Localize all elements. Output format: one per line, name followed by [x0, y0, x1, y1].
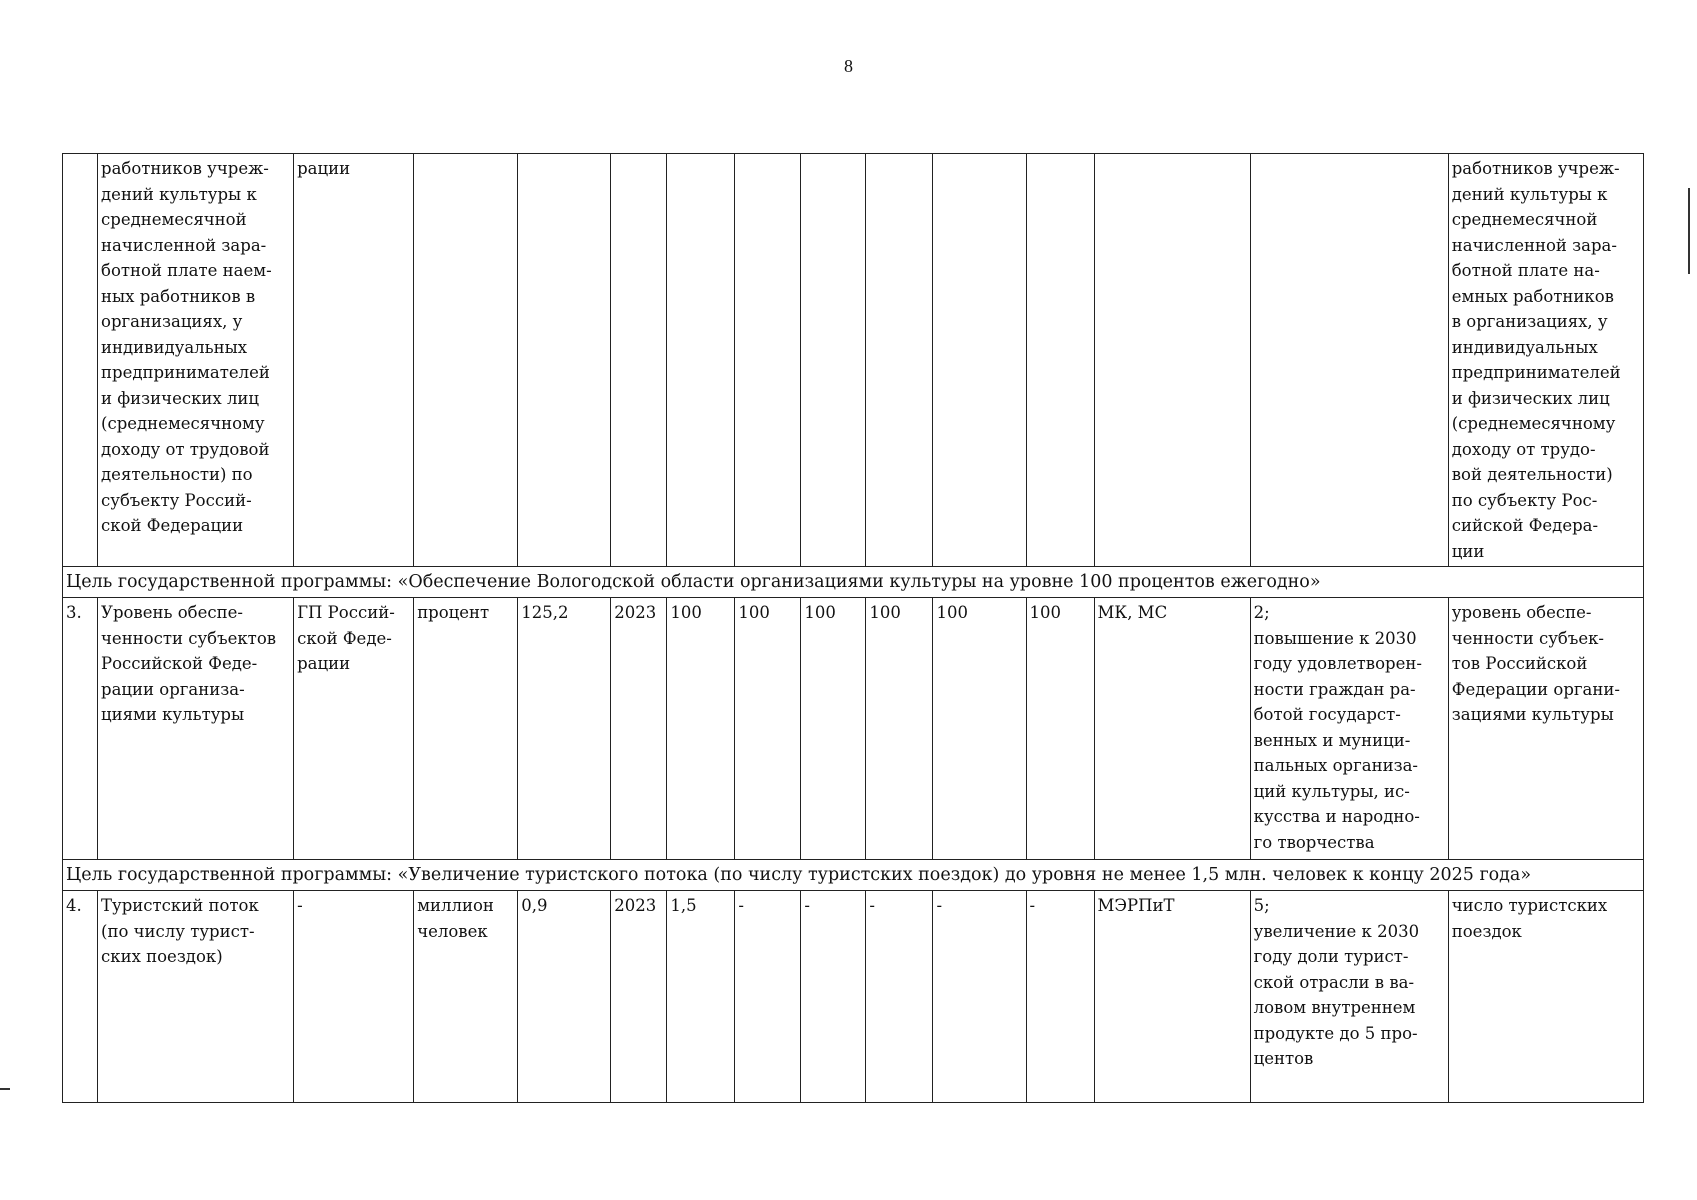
- year-value-cell: 100: [866, 598, 933, 860]
- year-value-cell: -: [1026, 891, 1094, 1103]
- indicator-level-cell: -: [294, 891, 414, 1103]
- unit-cell: процент: [414, 598, 518, 860]
- table-row: [63, 891, 1644, 1103]
- table-cell: [801, 154, 866, 567]
- scan-edge-mark: [1688, 188, 1690, 274]
- table-cell: [63, 154, 98, 567]
- year-value-cell: 100: [735, 598, 801, 860]
- national-goal-cell: 5; увеличение к 2030 году доли турист- ской отрасли в ва- ловом внутреннем продукте до 5 про- центов: [1250, 891, 1448, 1103]
- base-year-cell: 2023: [611, 891, 667, 1103]
- table-cell: [667, 154, 735, 567]
- table-cell: [611, 154, 667, 567]
- year-value-cell: -: [801, 891, 866, 1103]
- base-year-cell: 2023: [611, 598, 667, 860]
- year-value-cell: 100: [801, 598, 866, 860]
- base-value-cell: 125,2: [518, 598, 611, 860]
- table-cell: [518, 154, 611, 567]
- table-cell: [1094, 154, 1250, 567]
- goal-text: Цель государственной программы: «Обеспечение Вологодской области организациями культуры на уровне 100 процентов ежегодно»: [63, 567, 1644, 598]
- year-value-cell: -: [933, 891, 1026, 1103]
- indicators-table: [62, 153, 1644, 1103]
- table-row: [63, 598, 1644, 860]
- indicator-name-cell: Уровень обеспе- ченности субъектов Российской Феде- рации организа- циями культуры: [98, 598, 294, 860]
- year-value-cell: 100: [667, 598, 735, 860]
- goal-row: [63, 567, 1644, 598]
- table-cell: [1026, 154, 1094, 567]
- responsible-cell: МК, МС: [1094, 598, 1250, 860]
- year-value-cell: 100: [933, 598, 1026, 860]
- year-value-cell: 100: [1026, 598, 1094, 860]
- row-number: 3.: [63, 598, 98, 860]
- table-cell: [1250, 154, 1448, 567]
- indicator-level-cell: рации: [294, 154, 414, 567]
- row-number: 4.: [63, 891, 98, 1103]
- unit-cell: миллион человек: [414, 891, 518, 1103]
- table-cell: [866, 154, 933, 567]
- table-cell: [933, 154, 1026, 567]
- table-cell: [414, 154, 518, 567]
- responsible-cell: МЭРПиТ: [1094, 891, 1250, 1103]
- goal-row: [63, 860, 1644, 891]
- year-value-cell: -: [735, 891, 801, 1103]
- base-value-cell: 0,9: [518, 891, 611, 1103]
- year-value-cell: 1,5: [667, 891, 735, 1103]
- linked-indicator-cell: число туристских поездок: [1448, 891, 1643, 1103]
- indicator-name-cell: Туристский поток (по числу турист- ских поездок): [98, 891, 294, 1103]
- indicator-level-cell: ГП Россий- ской Феде- рации: [294, 598, 414, 860]
- table-row: [63, 154, 1644, 567]
- national-goal-cell: 2; повышение к 2030 году удовлетворен- ности граждан ра- ботой государст- венных и муници- пальных организа- ций культуры, ис- кусства и народно- го творчества: [1250, 598, 1448, 860]
- indicator-name-cell: работников учреж- дений культуры к среднемесячной начисленной зара- ботной плате наем- ных работников в организациях, у индивидуальных предпринимателей и физических лиц (среднемесячному доходу от трудовой деятельности) по субъекту Россий- ской Федерации: [98, 154, 294, 567]
- goal-text: Цель государственной программы: «Увеличение туристского потока (по числу туристских поездок) до уровня не менее 1,5 млн. человек к концу 2025 года»: [63, 860, 1644, 891]
- table-cell: [735, 154, 801, 567]
- linked-indicator-cell: работников учреж- дений культуры к среднемесячной начисленной зара- ботной плате на- емных работников в организациях, у индивидуальных предпринимателей и физических лиц (среднемесячному доходу от трудо- вой деятельности) по субъекту Рос- сийской Федера- ции: [1448, 154, 1643, 567]
- year-value-cell: -: [866, 891, 933, 1103]
- page-number: 8: [844, 56, 853, 76]
- linked-indicator-cell: уровень обеспе- ченности субъек- тов Российской Федерации органи- зациями культуры: [1448, 598, 1643, 860]
- scan-edge-mark: [0, 1088, 10, 1090]
